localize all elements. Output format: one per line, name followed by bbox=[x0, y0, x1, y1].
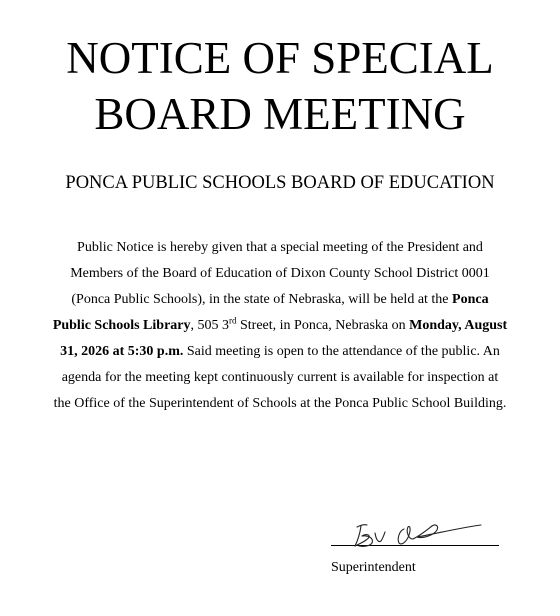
body-part-3: Street, in Ponca, Nebraska on bbox=[236, 318, 410, 333]
signature-title: Superintendent bbox=[331, 560, 416, 575]
meeting-location: Ponca Public Schools Library bbox=[52, 292, 489, 333]
board-subtitle: PONCA PUBLIC SCHOOLS BOARD OF EDUCATION bbox=[65, 173, 495, 193]
notice-title bbox=[0, 30, 560, 142]
title-line-2: BOARD MEETING bbox=[94, 89, 466, 139]
body-part-4: Said meeting is open to the attendance of the public. An agenda for the meeting kept continuously current is available for inspection at the Office of the Superintendent of Schools at the Ponca Public School Building. bbox=[53, 344, 507, 411]
notice-body bbox=[52, 235, 508, 417]
body-part-1: Public Notice is hereby given that a special meeting of the President and Members of the Board of Education of Dixon County School District 0001 (Ponca Public Schools), in the state of Nebraska, will be held at the bbox=[70, 240, 490, 307]
body-part-2: , 505 3 bbox=[190, 318, 229, 333]
meeting-datetime: Monday, August 31, 2026 at 5:30 p.m. bbox=[60, 318, 508, 359]
signature-block bbox=[331, 515, 501, 576]
title-line-1: NOTICE OF SPECIAL bbox=[66, 33, 494, 83]
ordinal-suffix: rd bbox=[229, 315, 237, 326]
